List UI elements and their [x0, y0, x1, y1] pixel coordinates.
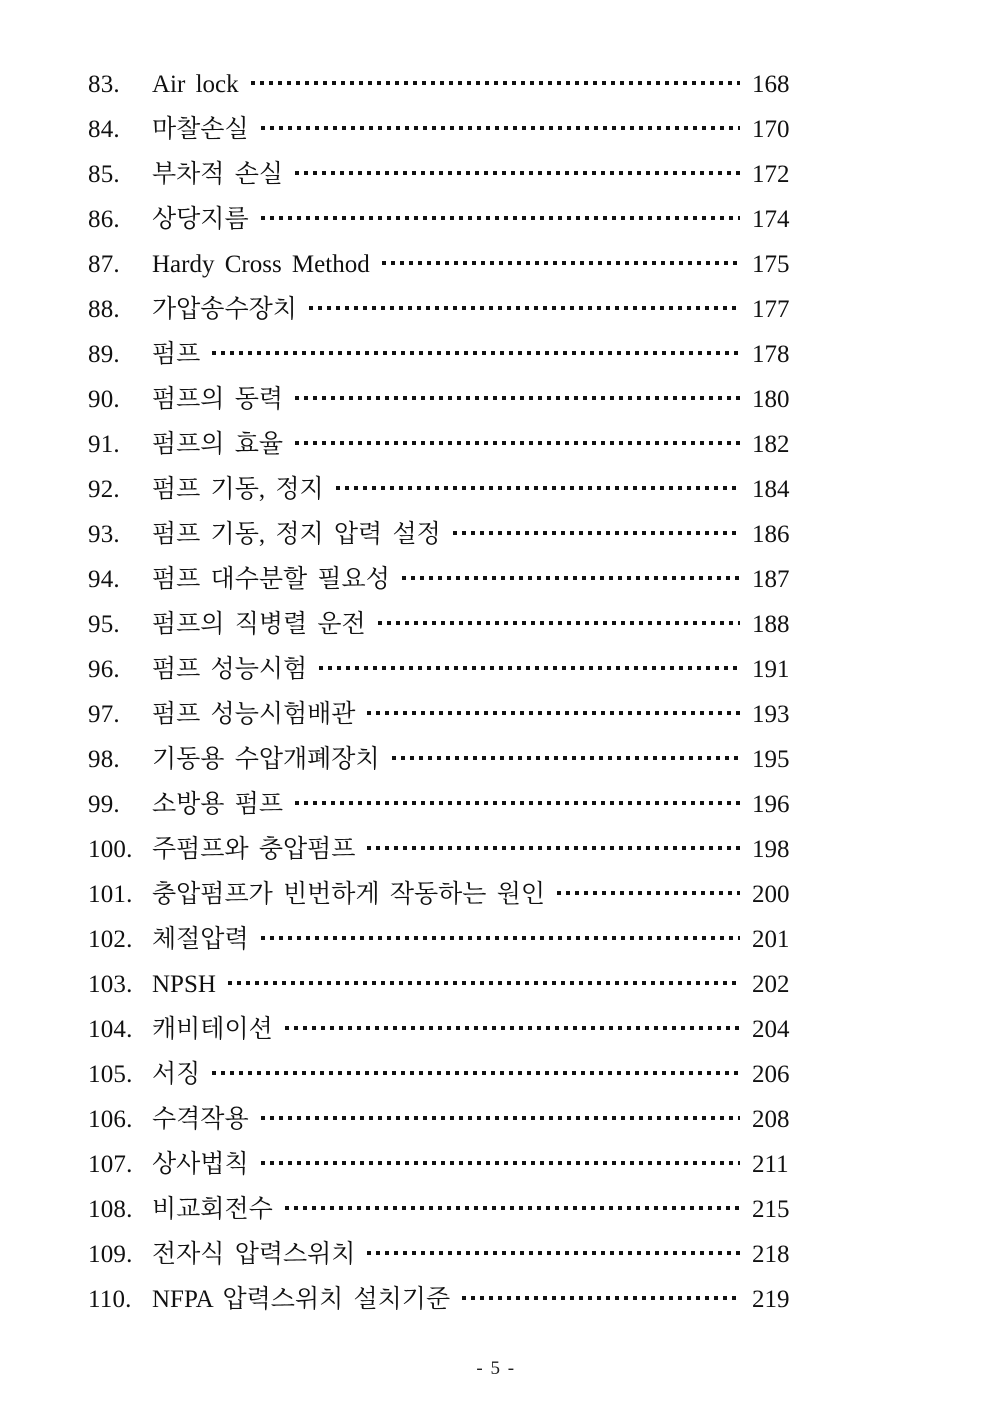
toc-dot-leader: [336, 472, 740, 497]
toc-dot-leader: [261, 922, 740, 947]
toc-entry-page-number: 177: [752, 296, 790, 323]
toc-entry-title: NFPA 압력스위치 설치기준: [152, 1286, 451, 1313]
toc-entry-page-number: 208: [752, 1106, 790, 1133]
toc-entry-page-number: 180: [752, 386, 790, 413]
toc-entry-title: 비교회전수: [152, 1196, 273, 1223]
toc-entry[interactable]: [88, 1142, 810, 1187]
toc-dot-leader: [382, 247, 740, 272]
toc-entry-number: 89.: [88, 341, 120, 368]
toc-dot-leader: [228, 967, 740, 992]
toc-entry-page-number: 178: [752, 341, 790, 368]
toc-entry-number: 101.: [88, 881, 133, 908]
toc-entry-title: Air lock: [152, 71, 239, 98]
toc-entry-title: 주펌프와 충압펌프: [152, 836, 356, 863]
toc-entry-number: 105.: [88, 1061, 133, 1088]
toc-entry-number: 85.: [88, 161, 120, 188]
toc-entry-page-number: 195: [752, 746, 790, 773]
toc-entry-title: 펌프의 직병렬 운전: [152, 611, 366, 638]
toc-entry-number: 95.: [88, 611, 120, 638]
toc-entry-page-number: 182: [752, 431, 790, 458]
toc-entry-title: 상당지름: [152, 206, 249, 233]
toc-dot-leader: [462, 1282, 740, 1307]
toc-entry-page-number: 200: [752, 881, 790, 908]
toc-entry[interactable]: [88, 287, 810, 332]
toc-entry-page-number: 174: [752, 206, 790, 233]
toc-entry-number: 104.: [88, 1016, 133, 1043]
toc-entry[interactable]: [88, 107, 810, 152]
toc-entry[interactable]: [88, 557, 810, 602]
toc-dot-leader: [251, 67, 740, 92]
toc-entry-page-number: 191: [752, 656, 790, 683]
toc-entry[interactable]: [88, 152, 810, 197]
toc-entry-title: 수격작용: [152, 1106, 249, 1133]
toc-entry-page-number: 215: [752, 1196, 790, 1223]
toc-entry-page-number: 193: [752, 701, 790, 728]
toc-entry-number: 100.: [88, 836, 133, 863]
toc-entry[interactable]: [88, 377, 810, 422]
toc-dot-leader: [295, 382, 740, 407]
toc-entry-page-number: 204: [752, 1016, 790, 1043]
toc-entry-title: 펌프의 효율: [152, 431, 284, 458]
toc-entry[interactable]: [88, 332, 810, 377]
toc-entry[interactable]: [88, 917, 810, 962]
toc-entry-title: 펌프 기동, 정지 압력 설정: [152, 521, 441, 548]
toc-entry[interactable]: [88, 1187, 810, 1232]
toc-dot-leader: [453, 517, 740, 542]
toc-entry-number: 86.: [88, 206, 120, 233]
toc-entry-number: 103.: [88, 971, 133, 998]
toc-entry-page-number: 172: [752, 161, 790, 188]
toc-entry-number: 90.: [88, 386, 120, 413]
toc-entry[interactable]: [88, 1052, 810, 1097]
toc-dot-leader: [557, 877, 740, 902]
toc-entry-page-number: 188: [752, 611, 790, 638]
toc-entry-number: 109.: [88, 1241, 133, 1268]
toc-entry[interactable]: [88, 692, 810, 737]
toc-entry-page-number: 211: [752, 1151, 789, 1178]
toc-entry-page-number: 184: [752, 476, 790, 503]
toc-entry-number: 83.: [88, 71, 120, 98]
toc-entry-title: 소방용 펌프: [152, 791, 284, 818]
toc-dot-leader: [295, 157, 740, 182]
toc-entry-number: 84.: [88, 116, 120, 143]
toc-entry-page-number: 186: [752, 521, 790, 548]
toc-entry[interactable]: [88, 1277, 810, 1322]
toc-entry-title: 펌프 성능시험: [152, 656, 308, 683]
toc-entry-title: 서징: [152, 1061, 201, 1088]
toc-entry-number: 92.: [88, 476, 120, 503]
toc-entry-title: 체절압력: [152, 926, 249, 953]
toc-entry-page-number: 202: [752, 971, 790, 998]
toc-entry-page-number: 187: [752, 566, 790, 593]
toc-entry[interactable]: [88, 1232, 810, 1277]
toc-entry[interactable]: [88, 962, 810, 1007]
toc-dot-leader: [261, 1102, 740, 1127]
toc-dot-leader: [402, 562, 740, 587]
toc-entry-title: 펌프 대수분할 필요성: [152, 566, 390, 593]
toc-entry-number: 88.: [88, 296, 120, 323]
toc-entry[interactable]: [88, 1097, 810, 1142]
toc-entry-page-number: 175: [752, 251, 790, 278]
toc-dot-leader: [295, 427, 740, 452]
toc-entry[interactable]: [88, 647, 810, 692]
toc-entry[interactable]: [88, 872, 810, 917]
toc-entry-number: 97.: [88, 701, 120, 728]
toc-entry-number: 99.: [88, 791, 120, 818]
toc-dot-leader: [378, 607, 740, 632]
toc-entry-number: 91.: [88, 431, 120, 458]
toc-dot-leader: [212, 1057, 740, 1082]
toc-entry-title: 펌프: [152, 341, 201, 368]
toc-entry-title: 부차적 손실: [152, 161, 284, 188]
toc-dot-leader: [309, 292, 740, 317]
toc-entry-number: 98.: [88, 746, 120, 773]
toc-dot-leader: [285, 1192, 740, 1217]
toc-entry-title: 펌프 성능시험배관: [152, 701, 356, 728]
toc-entry-page-number: 218: [752, 1241, 790, 1268]
toc-entry-title: 마찰손실: [152, 116, 249, 143]
toc-entry-page-number: 201: [752, 926, 790, 953]
toc-entry[interactable]: [88, 422, 810, 467]
toc-dot-leader: [367, 1237, 740, 1262]
toc-entry-number: 107.: [88, 1151, 133, 1178]
toc-dot-leader: [367, 697, 740, 722]
toc-entry-title: 전자식 압력스위치: [152, 1241, 356, 1268]
table-of-contents-list: [88, 62, 810, 1322]
toc-entry[interactable]: [88, 467, 810, 512]
toc-dot-leader: [319, 652, 740, 677]
toc-entry[interactable]: [88, 737, 810, 782]
toc-entry[interactable]: [88, 827, 810, 872]
toc-entry-title: 펌프의 동력: [152, 386, 284, 413]
toc-entry-page-number: 198: [752, 836, 790, 863]
toc-entry-page-number: 219: [752, 1286, 790, 1313]
toc-entry-page-number: 168: [752, 71, 790, 98]
toc-dot-leader: [212, 337, 740, 362]
toc-dot-leader: [261, 202, 740, 227]
toc-dot-leader: [285, 1012, 740, 1037]
toc-dot-leader: [261, 1147, 740, 1172]
toc-dot-leader: [261, 112, 740, 137]
toc-entry[interactable]: [88, 512, 810, 557]
toc-entry[interactable]: [88, 1007, 810, 1052]
toc-entry-page-number: 170: [752, 116, 790, 143]
toc-entry-title: 상사법칙: [152, 1151, 249, 1178]
toc-entry[interactable]: [88, 197, 810, 242]
toc-entry-title: 기동용 수압개폐장치: [152, 746, 380, 773]
toc-entry-number: 94.: [88, 566, 120, 593]
toc-entry-title: 충압펌프가 빈번하게 작동하는 원인: [152, 881, 546, 908]
toc-entry-title: NPSH: [152, 971, 216, 998]
toc-entry-number: 102.: [88, 926, 133, 953]
toc-entry-number: 87.: [88, 251, 120, 278]
toc-entry[interactable]: [88, 782, 810, 827]
toc-entry[interactable]: [88, 602, 810, 647]
toc-entry-number: 106.: [88, 1106, 133, 1133]
toc-entry-title: 캐비테이션: [152, 1016, 273, 1043]
toc-entry-page-number: 206: [752, 1061, 790, 1088]
toc-entry-number: 96.: [88, 656, 120, 683]
toc-entry[interactable]: [88, 242, 810, 287]
toc-entry-number: 93.: [88, 521, 120, 548]
toc-entry[interactable]: [88, 62, 810, 107]
toc-entry-title: Hardy Cross Method: [152, 251, 370, 278]
page-number-footer: - 5 -: [476, 1358, 516, 1379]
toc-dot-leader: [367, 832, 740, 857]
toc-entry-page-number: 196: [752, 791, 790, 818]
toc-entry-title: 가압송수장치: [152, 296, 297, 323]
toc-entry-title: 펌프 기동, 정지: [152, 476, 324, 503]
toc-dot-leader: [295, 787, 740, 812]
toc-dot-leader: [392, 742, 740, 767]
toc-entry-number: 108.: [88, 1196, 133, 1223]
toc-entry-number: 110.: [88, 1286, 132, 1313]
